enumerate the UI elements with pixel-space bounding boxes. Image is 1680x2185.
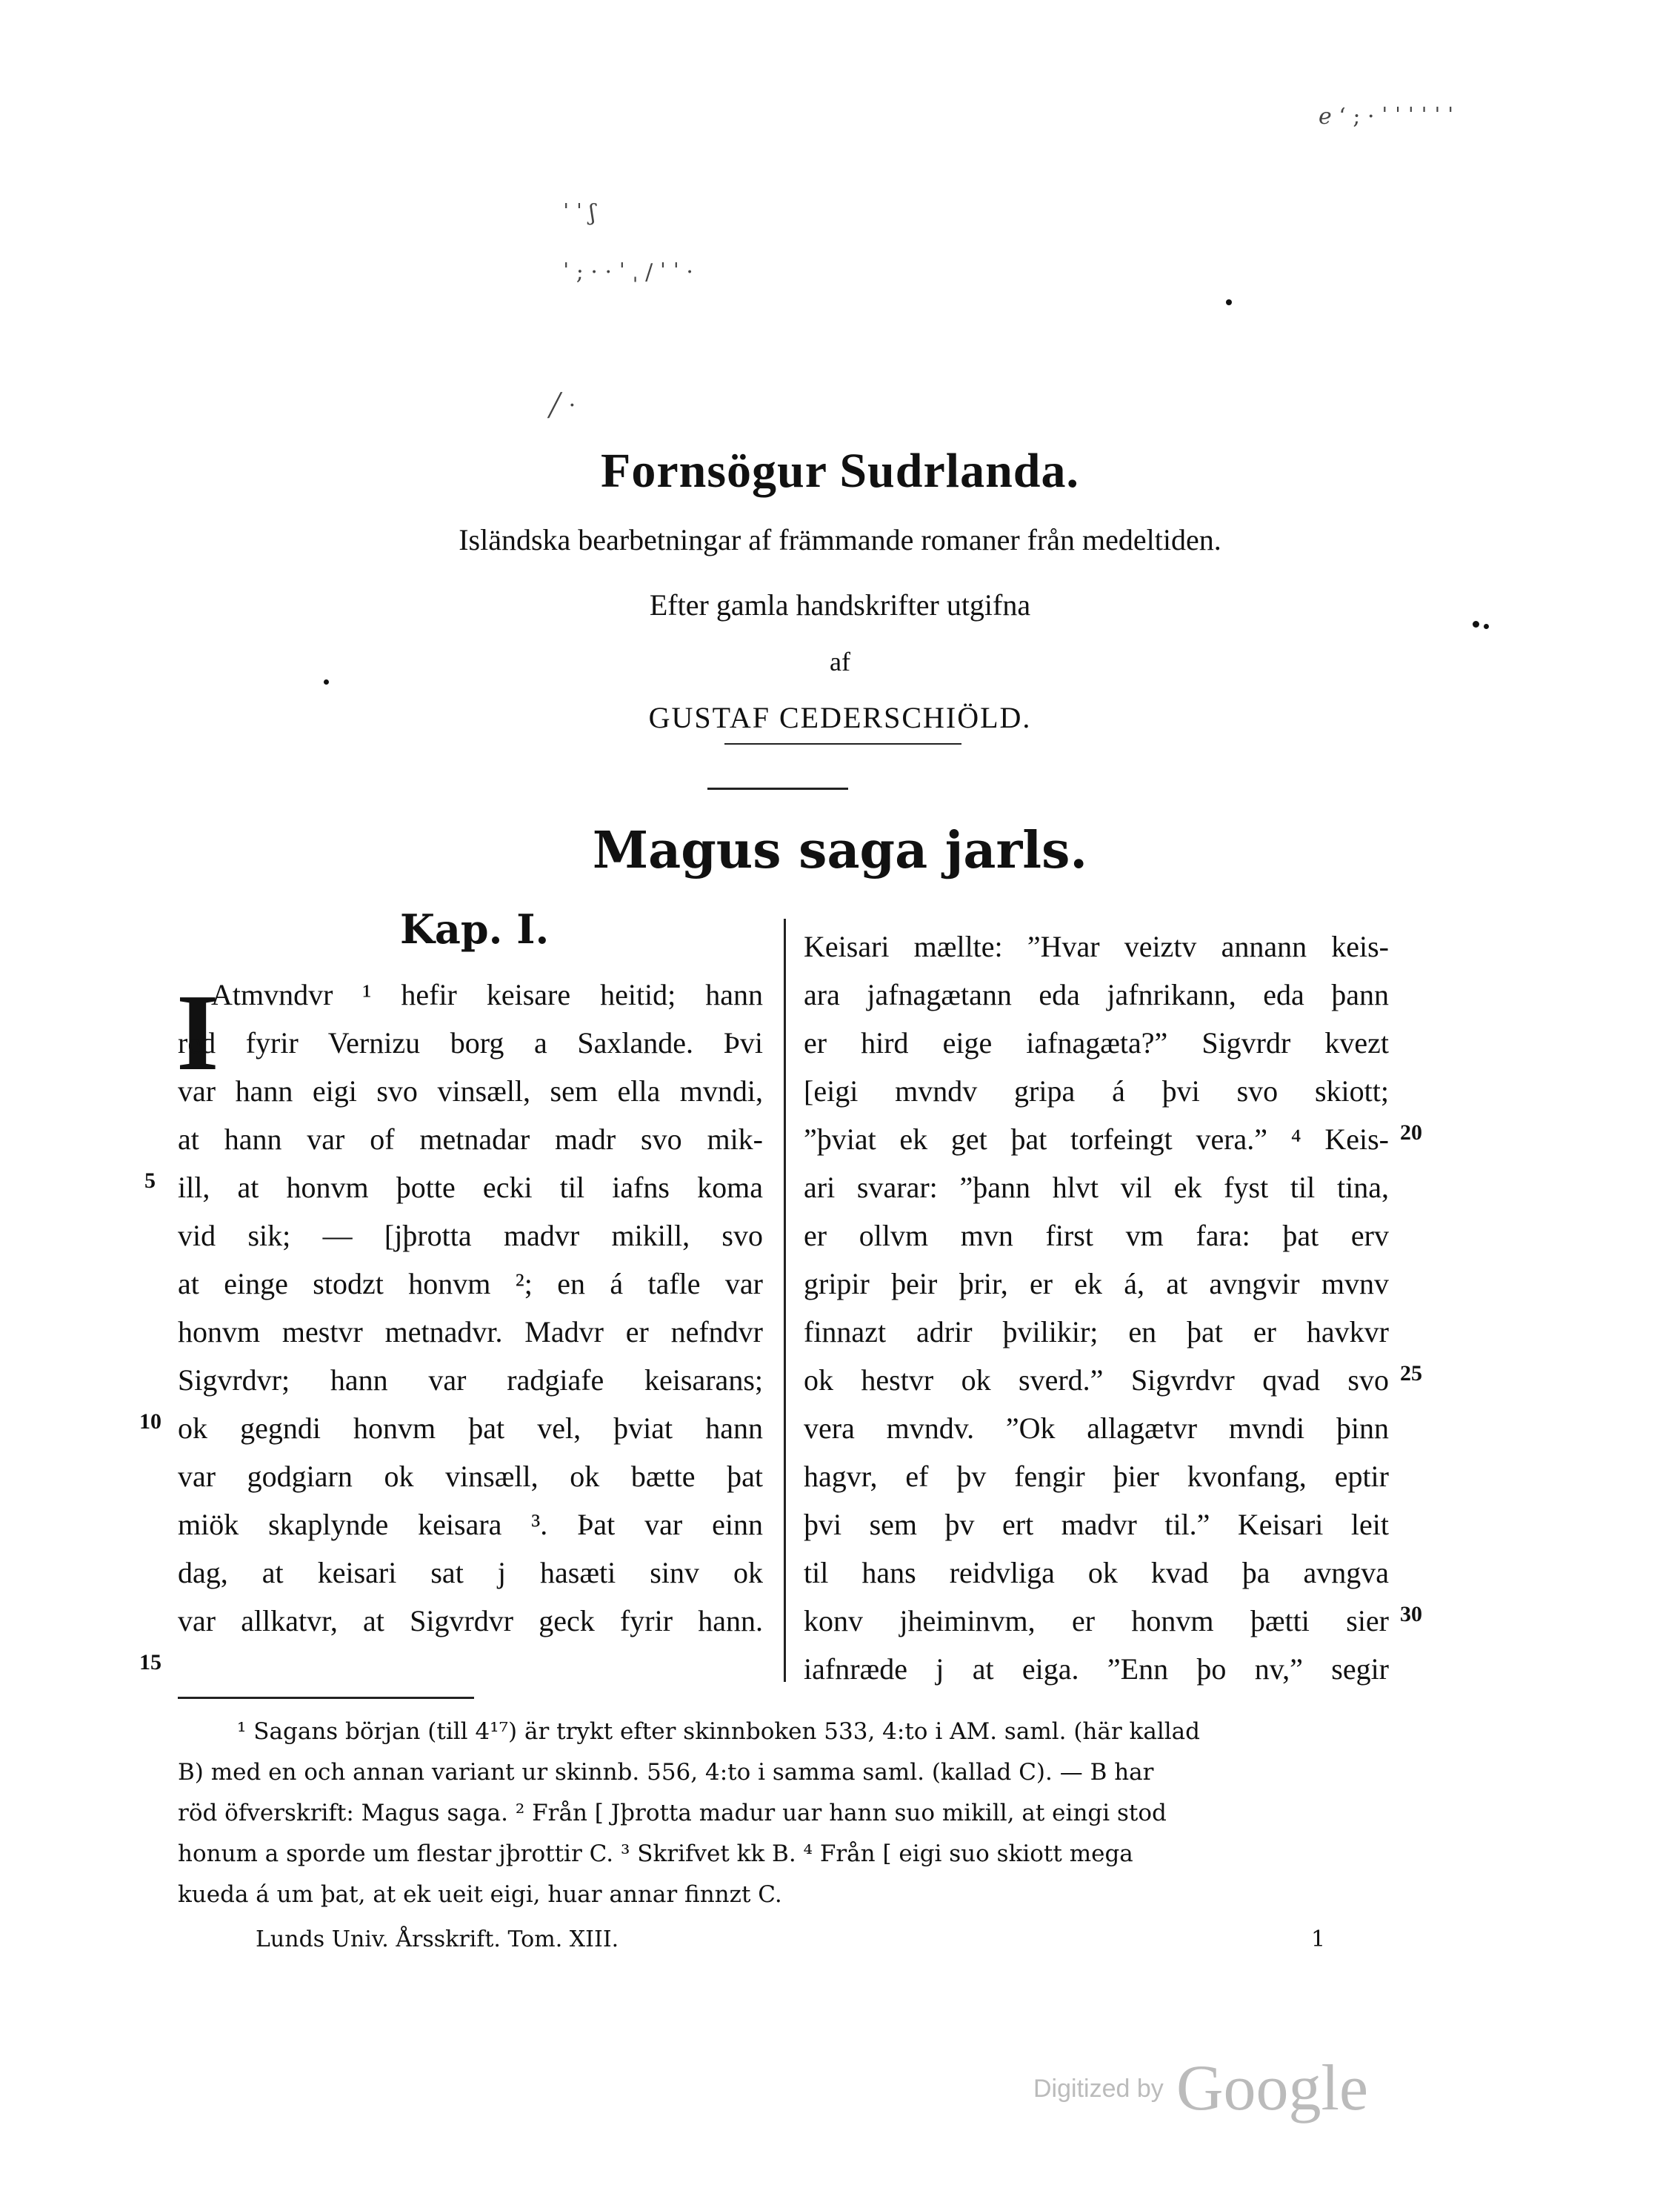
digitized-by-label: Digitized by (1033, 2075, 1164, 2103)
text-line: Sigvrdvr; hann var radgiafe keisarans; (178, 1363, 763, 1397)
text-line: vid sik; — [jþrotta madvr mikill, svo (178, 1219, 763, 1252)
text-line: red fyrir Vernizu borg a Saxlande. Þvi (178, 1026, 763, 1060)
text-line: er hird eige iafnagæta?” Sigvrdr kvezt (804, 1026, 1389, 1060)
drop-cap: I (176, 972, 219, 1094)
text-line: var godgiarn ok vinsæll, ok bætte þat (178, 1460, 763, 1493)
text-line: Atmvndvr ¹ hefir keisare heitid; hann (211, 978, 763, 1011)
pencil-annotation: ╱ · (548, 393, 576, 419)
footnote-line: B) med en och annan variant ur skinnb. 556, 4:to i samma saml. (kallad C). — B har (178, 1759, 1154, 1786)
text-line: gripir þeir þrir, er ek á, at avngvir mvnv (804, 1267, 1389, 1300)
right-column (804, 922, 1389, 1693)
pencil-annotation: ˈ ; · · ˈ ˌ / ˈ ˈ · (563, 259, 693, 285)
page-title: Fornsögur Sudrlanda. (601, 444, 1079, 498)
text-line: at hann var of metnadar madr svo mik- (178, 1123, 763, 1156)
author-name: GUSTAF CEDERSCHIÖLD. (648, 701, 1032, 734)
footnotes (178, 1712, 1400, 1915)
text-line: konv jheiminvm, er honvm þætti sier (804, 1604, 1389, 1637)
left-column (178, 971, 763, 1645)
footnote-line: kueda á um þat, at ek ueit eigi, huar annar finnzt C. (178, 1881, 782, 1908)
ink-speck (1484, 624, 1489, 629)
text-line: er ollvm mvn first vm fara: þat erv (804, 1219, 1389, 1252)
text-line: Keisari mællte: ”Hvar veiztv annann keis- (804, 930, 1389, 963)
line-number-30: 30 (1400, 1602, 1422, 1626)
edition-note: Efter gamla handskrifter utgifna (649, 588, 1031, 622)
text-line: ok hestvr ok sverd.” Sigvrdvr qvad svo (804, 1363, 1389, 1397)
line-number-25: 25 (1400, 1361, 1422, 1386)
page-number: 1 (1311, 1926, 1326, 1952)
line-number-5: 5 (144, 1168, 156, 1193)
text-line: vera mvndv. ”Ok allagætvr mvndi þinn (804, 1411, 1389, 1445)
text-line: dag, at keisari sat j hasæti sinv ok (178, 1556, 763, 1589)
footnote-line: röd öfverskrift: Magus saga. ² Från [ Jþrotta madur uar hann suo mikill, at eingi stod (178, 1800, 1167, 1826)
text-line: [eigi mvndv gripa á þvi svo skiott; (804, 1074, 1389, 1108)
journal-footer: Lunds Univ. Årsskrift. Tom. XIII. (256, 1926, 619, 1952)
saga-title: Magus saga jarls. (592, 821, 1088, 880)
subtitle: Isländska bearbetningar af främmande romaner från medeltiden. (459, 523, 1221, 556)
text-line: iafnræde j at eiga. ”Enn þo nv,” segir (804, 1652, 1389, 1686)
line-number-20: 20 (1400, 1120, 1422, 1145)
text-line: miök skaplynde keisara ³. Þat var einn (178, 1508, 763, 1541)
text-line: var hann eigi svo vinsæll, sem ella mvndi, (178, 1074, 763, 1108)
ink-speck (1226, 299, 1232, 305)
line-number-10: 10 (139, 1409, 161, 1434)
pencil-annotation: ˈ ˈ ʃ (563, 200, 596, 226)
text-line: ”þviat ek get þat torfeingt vera.” ⁴ Keis- (804, 1123, 1389, 1156)
chapter-heading: Kap. I. (400, 905, 550, 953)
text-line: ara jafnagætann eda jafnrikann, eda þann (804, 978, 1389, 1011)
text-line: ill, at honvm þotte ecki til iafns koma (178, 1171, 763, 1204)
author-underline (724, 743, 961, 745)
text-line: var allkatvr, at Sigvrdvr geck fyrir hann. (178, 1604, 763, 1637)
text-line: til hans reidvliga ok kvad þa avngva (804, 1556, 1389, 1589)
pencil-annotation: ℯ ‘ ; · ˈ ˈ ˈ ˈ ˈ ˈ (1319, 104, 1454, 130)
text-line: honvm mestvr metnadvr. Madvr er nefndvr (178, 1315, 763, 1348)
text-line: hagvr, ef þv fengir þier kvonfang, eptir (804, 1460, 1389, 1493)
footnote-divider (178, 1697, 474, 1699)
ink-speck (324, 679, 329, 685)
text-line: þvi sem þv ert madvr til.” Keisari leit (804, 1508, 1389, 1541)
by-line: af (830, 647, 850, 676)
text-line: finnazt adrir þvilikir; en þat er havkvr (804, 1315, 1389, 1348)
footnote-line: honum a sporde um flestar jþrottir C. ³ Skrifvet kk B. ⁴ Från [ eigi suo skiott mega (178, 1840, 1133, 1867)
text-line: ok gegndi honvm þat vel, þviat hann (178, 1411, 763, 1445)
column-divider (784, 919, 786, 1682)
text-line: at einge stodzt honvm ²; en á tafle var (178, 1267, 763, 1300)
title-divider (707, 788, 848, 790)
google-watermark: Google (1176, 2052, 1369, 2124)
text-line: ari svarar: ”þann hlvt vil ek fyst til tina, (804, 1171, 1389, 1204)
footnote-line: ¹ Sagans början (till 4¹⁷) är trykt efter skinnboken 533, 4:to i AM. saml. (här kallad (237, 1718, 1200, 1745)
line-number-15: 15 (139, 1650, 161, 1674)
